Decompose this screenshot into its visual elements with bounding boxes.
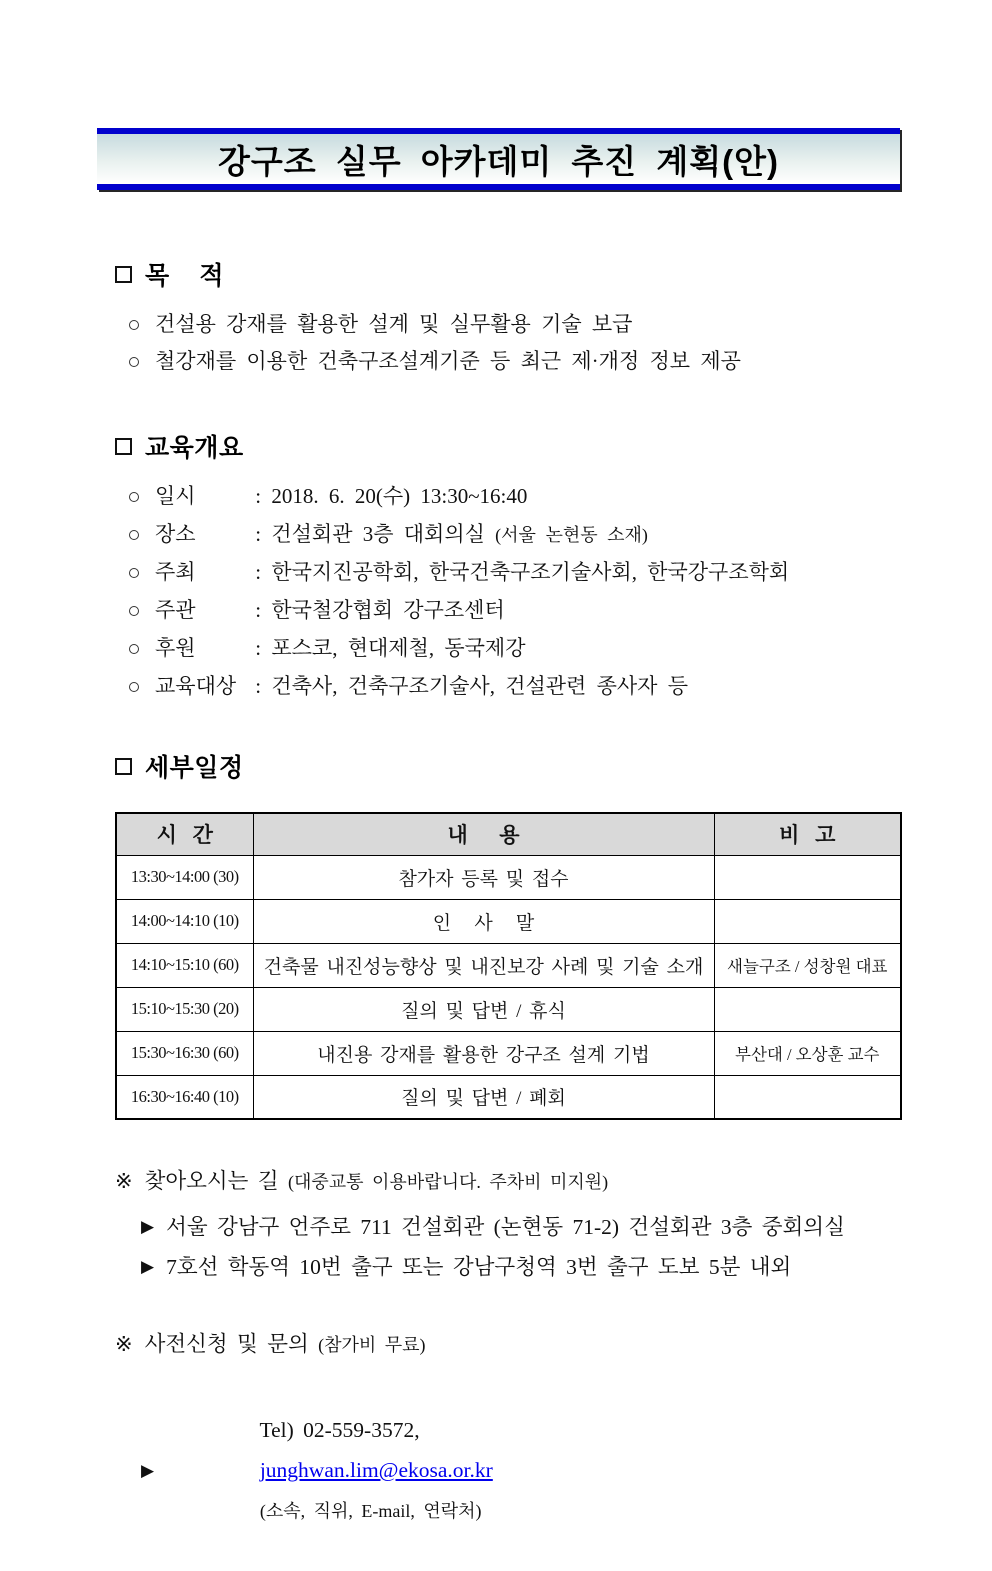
directions-heading — [115, 1164, 912, 1199]
cell-content: 건축물 내진성능향상 및 내진보강 사례 및 기술 소개 — [253, 943, 714, 987]
contact-note: (참가비 무료) — [318, 1335, 426, 1355]
section-title: 목 적 — [145, 262, 225, 290]
col-header-remark: 비 고 — [714, 813, 901, 855]
item-label: 장소 — [155, 522, 196, 546]
directions-title: 찾아오시는 길 — [144, 1169, 279, 1193]
directions-block — [115, 1164, 912, 1287]
col-header-time: 시 간 — [116, 813, 253, 855]
cell-remark — [714, 855, 901, 899]
directions-list — [141, 1207, 912, 1287]
item-label: 주관 — [155, 598, 196, 622]
table-header-row — [116, 813, 901, 855]
title-banner — [97, 128, 900, 190]
square-bullet-icon — [115, 438, 132, 455]
contact-list — [141, 1370, 912, 1571]
item-value: 건축사, 건축구조기술사, 건설관련 종사자 등 — [271, 674, 688, 698]
circle-bullet-icon — [129, 530, 139, 540]
directions-note: (대중교통 이용바랍니다. 주차비 미지원) — [287, 1172, 609, 1192]
cell-remark: 새늘구조 / 성창원 대표 — [714, 943, 901, 987]
arrow-icon: ▶ — [141, 1257, 155, 1276]
cell-time: 13:30~14:00 (30) — [116, 855, 253, 899]
item-value: 한국철강협회 강구조센터 — [271, 598, 505, 622]
list-item-text: 건설용 강재를 활용한 설계 및 실무활용 기술 보급 — [155, 312, 633, 336]
section-heading-purpose — [115, 256, 912, 292]
arrow-icon: ▶ — [141, 1460, 155, 1480]
contact-line — [141, 1370, 912, 1571]
section-title: 세부일정 — [145, 754, 244, 782]
list-item — [141, 1247, 912, 1287]
contact-block — [115, 1327, 912, 1571]
cell-time: 15:10~15:30 (20) — [116, 987, 253, 1031]
circle-bullet-icon — [129, 492, 139, 502]
cell-time: 14:00~14:10 (10) — [116, 899, 253, 943]
section-title: 교육개요 — [145, 434, 244, 462]
table-row — [116, 943, 901, 987]
list-item — [129, 306, 912, 343]
telephone-number: Tel) 02-559-3572, — [259, 1418, 420, 1442]
cell-time: 14:10~15:10 (60) — [116, 943, 253, 987]
contact-title: 사전신청 및 문의 — [144, 1332, 309, 1356]
purpose-list — [129, 306, 912, 380]
table-row — [116, 987, 901, 1031]
section-heading-schedule — [115, 748, 912, 784]
list-item-text: 철강재를 이용한 건축구조설계기준 등 최근 제·개정 정보 제공 — [155, 349, 741, 373]
circle-bullet-icon — [129, 320, 139, 330]
col-header-content: 내 용 — [253, 813, 714, 855]
list-item: 장소 : 건설회관 3층 대회의실 (서울 논현동 소재) — [129, 516, 912, 554]
schedule-table — [115, 812, 902, 1120]
list-item-text: 7호선 학동역 10번 출구 또는 강남구청역 3번 출구 도보 5분 내외 — [166, 1255, 792, 1279]
cell-time: 16:30~16:40 (10) — [116, 1075, 253, 1119]
table-row — [116, 1031, 901, 1075]
item-value: 포스코, 현대제철, 동국제강 — [271, 636, 526, 660]
square-bullet-icon — [115, 758, 132, 775]
cell-remark — [714, 987, 901, 1031]
cell-content: 인 사 말 — [253, 899, 714, 943]
cell-content: 질의 및 답변 / 휴식 — [253, 987, 714, 1031]
reference-mark-icon: ※ — [115, 1169, 133, 1193]
list-item — [141, 1207, 912, 1247]
item-note: (서울 논현동 소재) — [495, 525, 648, 545]
document-body — [115, 256, 912, 1571]
contact-suffix: (소속, 직위, E-mail, 연락처) — [259, 1501, 482, 1521]
cell-content: 질의 및 답변 / 폐회 — [253, 1075, 714, 1119]
email-link[interactable]: junghwan.lim@ekosa.or.kr — [259, 1458, 493, 1482]
list-item: 주관 : 한국철강협회 강구조센터 — [129, 592, 912, 630]
circle-bullet-icon — [129, 644, 139, 654]
item-label: 일시 — [155, 484, 196, 508]
circle-bullet-icon — [129, 357, 139, 367]
item-value: 2018. 6. 20(수) 13:30~16:40 — [271, 484, 528, 508]
item-value: 한국지진공학회, 한국건축구조기술사회, 한국강구조학회 — [271, 560, 790, 584]
list-item-text: 서울 강남구 언주로 711 건설회관 (논현동 71-2) 건설회관 3층 중회의실 — [166, 1215, 845, 1239]
list-item: 주최 : 한국지진공학회, 한국건축구조기술사회, 한국강구조학회 — [129, 554, 912, 592]
contact-heading — [115, 1327, 912, 1362]
item-label: 교육대상 — [155, 674, 237, 698]
table-row — [116, 1075, 901, 1119]
circle-bullet-icon — [129, 568, 139, 578]
cell-content: 내진용 강재를 활용한 강구조 설계 기법 — [253, 1031, 714, 1075]
table-row — [116, 855, 901, 899]
arrow-icon: ▶ — [141, 1217, 155, 1236]
circle-bullet-icon — [129, 606, 139, 616]
item-value: 건설회관 3층 대회의실 — [271, 522, 485, 546]
reference-mark-icon: ※ — [115, 1332, 133, 1356]
cell-remark — [714, 1075, 901, 1119]
list-item: 교육대상 : 건축사, 건축구조기술사, 건설관련 종사자 등 — [129, 668, 912, 706]
page-title: 강구조 실무 아카데미 추진 계획(안) — [218, 142, 779, 180]
table-row — [116, 899, 901, 943]
circle-bullet-icon — [129, 682, 139, 692]
square-bullet-icon — [115, 266, 132, 283]
cell-content: 참가자 등록 및 접수 — [253, 855, 714, 899]
list-item — [129, 343, 912, 380]
list-item: 후원 : 포스코, 현대제철, 동국제강 — [129, 630, 912, 668]
item-label: 주최 — [155, 560, 196, 584]
cell-remark — [714, 899, 901, 943]
cell-time: 15:30~16:30 (60) — [116, 1031, 253, 1075]
overview-list — [129, 478, 912, 706]
section-heading-overview — [115, 428, 912, 464]
list-item: 일시 : 2018. 6. 20(수) 13:30~16:40 — [129, 478, 912, 516]
item-label: 후원 — [155, 636, 196, 660]
cell-remark: 부산대 / 오상훈 교수 — [714, 1031, 901, 1075]
